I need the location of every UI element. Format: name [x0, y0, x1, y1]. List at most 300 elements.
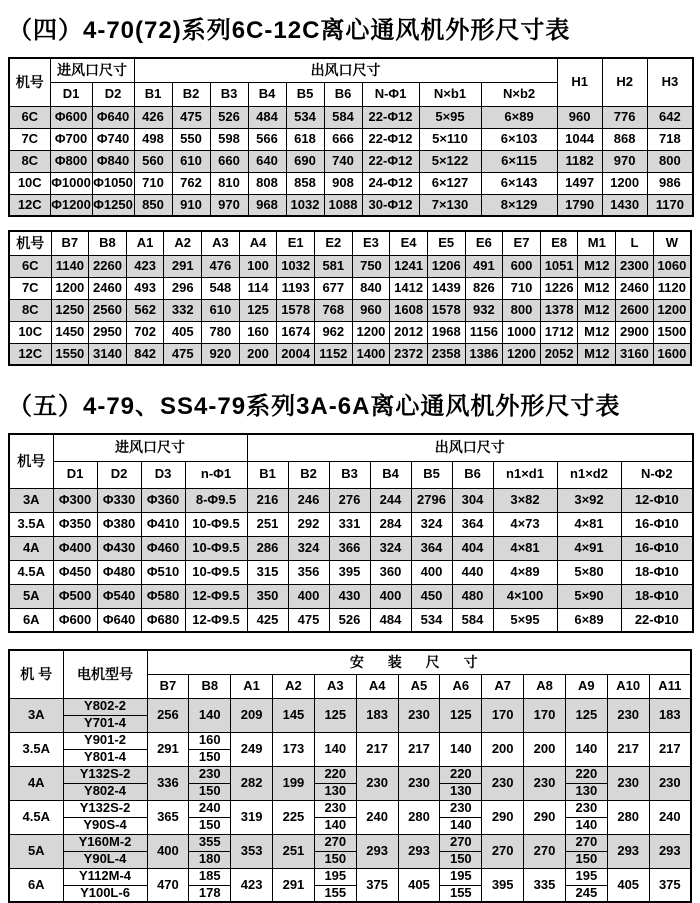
- value-cell: 1450: [51, 321, 89, 343]
- column-header: B4: [370, 461, 411, 488]
- value-cell: 225: [273, 800, 315, 834]
- value-cell: 610: [172, 150, 210, 172]
- value-cell: 4×89: [493, 560, 557, 584]
- value-cell: 986: [647, 172, 693, 194]
- value-cell: 286: [247, 536, 288, 560]
- value-cell: 18-Φ10: [621, 560, 693, 584]
- value-cell: 22-Φ10: [621, 608, 693, 632]
- column-header: E8: [540, 231, 578, 255]
- motor-model-cell: Y132S-2: [63, 766, 147, 783]
- value-cell: 395: [482, 868, 524, 902]
- value-cell: 125: [565, 698, 607, 732]
- table-row: [9, 299, 691, 321]
- column-header: W: [653, 231, 691, 255]
- value-cell: 364: [452, 512, 493, 536]
- value-cell: 220: [440, 766, 482, 783]
- value-cell: 484: [370, 608, 411, 632]
- value-cell: 1120: [653, 277, 691, 299]
- column-header: 电机型号: [63, 650, 147, 698]
- column-header: B3: [329, 461, 370, 488]
- value-cell: 484: [248, 106, 286, 128]
- motor-model-cell: Y802-4: [63, 783, 147, 800]
- model-cell: 10C: [9, 321, 51, 343]
- value-cell: 160: [189, 732, 231, 749]
- value-cell: 5×90: [557, 584, 621, 608]
- value-cell: 140: [314, 732, 356, 766]
- value-cell: 425: [247, 608, 288, 632]
- value-cell: 2260: [89, 255, 127, 277]
- value-cell: Φ740: [92, 128, 134, 150]
- value-cell: 230: [356, 766, 398, 800]
- value-cell: 251: [273, 834, 315, 868]
- table-row: [9, 512, 693, 536]
- column-header: A1: [126, 231, 164, 255]
- value-cell: Φ400: [53, 536, 97, 560]
- model-cell: 3.5A: [9, 512, 53, 536]
- value-cell: 640: [248, 150, 286, 172]
- value-cell: 24-Φ12: [362, 172, 419, 194]
- value-cell: 534: [286, 106, 324, 128]
- value-cell: 217: [356, 732, 398, 766]
- value-cell: 690: [286, 150, 324, 172]
- value-cell: 6×143: [481, 172, 557, 194]
- value-cell: Φ1200: [50, 194, 92, 216]
- model-cell: 7C: [9, 128, 50, 150]
- value-cell: 968: [248, 194, 286, 216]
- value-cell: 292: [288, 512, 329, 536]
- column-header: M1: [578, 231, 616, 255]
- value-cell: 526: [210, 106, 248, 128]
- value-cell: 220: [314, 766, 356, 783]
- column-header: 机号: [9, 231, 51, 255]
- value-cell: Φ680: [141, 608, 185, 632]
- value-cell: 3160: [616, 343, 654, 365]
- value-cell: 244: [370, 488, 411, 512]
- value-cell: Φ460: [141, 536, 185, 560]
- value-cell: Φ380: [97, 512, 141, 536]
- value-cell: 868: [602, 128, 647, 150]
- value-cell: 324: [288, 536, 329, 560]
- value-cell: 470: [147, 868, 189, 902]
- table-row: [9, 255, 691, 277]
- value-cell: 183: [649, 698, 691, 732]
- value-cell: 1032: [286, 194, 324, 216]
- model-cell: 10C: [9, 172, 50, 194]
- value-cell: 280: [607, 800, 649, 834]
- value-cell: 251: [247, 512, 288, 536]
- column-header: B7: [147, 674, 189, 698]
- value-cell: 375: [649, 868, 691, 902]
- value-cell: 270: [440, 834, 482, 851]
- value-cell: 366: [329, 536, 370, 560]
- column-header: B1: [134, 82, 172, 106]
- value-cell: 155: [440, 885, 482, 902]
- value-cell: 5×80: [557, 560, 621, 584]
- value-cell: 1170: [647, 194, 693, 216]
- column-header: 进风口尺寸: [50, 58, 134, 82]
- value-cell: Φ410: [141, 512, 185, 536]
- value-cell: 315: [247, 560, 288, 584]
- column-header: H2: [602, 58, 647, 106]
- table-row: [9, 817, 691, 834]
- dims-table-6c-12c-inlet-outlet: [8, 57, 694, 217]
- value-cell: 319: [231, 800, 273, 834]
- value-cell: 584: [452, 608, 493, 632]
- model-cell: 4.5A: [9, 560, 53, 584]
- value-cell: 710: [134, 172, 172, 194]
- value-cell: 16-Φ10: [621, 536, 693, 560]
- value-cell: 2600: [616, 299, 654, 321]
- value-cell: 850: [134, 194, 172, 216]
- value-cell: 150: [189, 749, 231, 766]
- column-header: 机号: [9, 58, 50, 106]
- column-header: 出风口尺寸: [134, 58, 557, 82]
- value-cell: 1140: [51, 255, 89, 277]
- value-cell: 491: [465, 255, 503, 277]
- value-cell: 5×95: [493, 608, 557, 632]
- value-cell: 598: [210, 128, 248, 150]
- value-cell: 1226: [540, 277, 578, 299]
- value-cell: 150: [189, 783, 231, 800]
- column-header: H1: [557, 58, 602, 106]
- value-cell: 762: [172, 172, 210, 194]
- value-cell: 12-Φ9.5: [185, 608, 247, 632]
- value-cell: 256: [147, 698, 189, 732]
- column-header: A2: [164, 231, 202, 255]
- value-cell: 240: [189, 800, 231, 817]
- value-cell: 183: [356, 698, 398, 732]
- value-cell: 140: [565, 732, 607, 766]
- value-cell: 356: [288, 560, 329, 584]
- value-cell: 2460: [616, 277, 654, 299]
- table-row: [9, 783, 691, 800]
- header-row: [9, 650, 691, 674]
- value-cell: 1044: [557, 128, 602, 150]
- column-header: E6: [465, 231, 503, 255]
- value-cell: 114: [239, 277, 277, 299]
- value-cell: 610: [202, 299, 240, 321]
- column-header: A8: [524, 674, 566, 698]
- value-cell: 335: [524, 868, 566, 902]
- value-cell: 12-Φ9.5: [185, 584, 247, 608]
- column-header: A1: [231, 674, 273, 698]
- value-cell: Φ330: [97, 488, 141, 512]
- header-row: [9, 231, 691, 255]
- value-cell: 800: [503, 299, 541, 321]
- table-row: [9, 766, 691, 783]
- value-cell: 1578: [277, 299, 315, 321]
- model-cell: 3A: [9, 488, 53, 512]
- value-cell: 2004: [277, 343, 315, 365]
- table-row: [9, 194, 693, 216]
- value-cell: 1968: [427, 321, 465, 343]
- column-header: B3: [210, 82, 248, 106]
- column-header: B4: [248, 82, 286, 106]
- column-header: N×b1: [419, 82, 481, 106]
- value-cell: 230: [189, 766, 231, 783]
- section-title-4-70-series: （四）4-70(72)系列6C-12C离心通风机外形尺寸表: [8, 17, 571, 44]
- value-cell: 195: [314, 868, 356, 885]
- value-cell: 666: [324, 128, 362, 150]
- value-cell: 2460: [89, 277, 127, 299]
- value-cell: 125: [314, 698, 356, 732]
- value-cell: 423: [126, 255, 164, 277]
- value-cell: 400: [370, 584, 411, 608]
- value-cell: 282: [231, 766, 273, 800]
- header-row: [9, 58, 693, 82]
- value-cell: 291: [147, 732, 189, 766]
- value-cell: 2950: [89, 321, 127, 343]
- value-cell: 350: [247, 584, 288, 608]
- value-cell: 600: [503, 255, 541, 277]
- value-cell: 740: [324, 150, 362, 172]
- value-cell: 100: [239, 255, 277, 277]
- value-cell: 1412: [390, 277, 428, 299]
- value-cell: 808: [248, 172, 286, 194]
- model-cell: 4A: [9, 766, 63, 800]
- column-header: A6: [440, 674, 482, 698]
- value-cell: 270: [565, 834, 607, 851]
- value-cell: 140: [440, 732, 482, 766]
- dims-table-6c-12c-mounting: [8, 230, 692, 366]
- value-cell: 209: [231, 698, 273, 732]
- value-cell: 173: [273, 732, 315, 766]
- value-cell: 440: [452, 560, 493, 584]
- value-cell: 353: [231, 834, 273, 868]
- column-header: B6: [452, 461, 493, 488]
- value-cell: 405: [164, 321, 202, 343]
- value-cell: 1200: [51, 277, 89, 299]
- value-cell: 364: [411, 536, 452, 560]
- value-cell: 170: [524, 698, 566, 732]
- value-cell: Φ350: [53, 512, 97, 536]
- value-cell: 1600: [653, 343, 691, 365]
- value-cell: 404: [452, 536, 493, 560]
- value-cell: 375: [356, 868, 398, 902]
- value-cell: 276: [329, 488, 370, 512]
- column-header: N-Φ2: [621, 461, 693, 488]
- table-row: [9, 851, 691, 868]
- value-cell: M12: [578, 299, 616, 321]
- value-cell: 200: [482, 732, 524, 766]
- value-cell: 195: [565, 868, 607, 885]
- value-cell: 1790: [557, 194, 602, 216]
- column-header: A10: [607, 674, 649, 698]
- motor-model-cell: Y160M-2: [63, 834, 147, 851]
- value-cell: 293: [649, 834, 691, 868]
- value-cell: 230: [524, 766, 566, 800]
- value-cell: 304: [452, 488, 493, 512]
- column-header: E2: [314, 231, 352, 255]
- value-cell: 1241: [390, 255, 428, 277]
- value-cell: 4×81: [493, 536, 557, 560]
- value-cell: 355: [189, 834, 231, 851]
- motor-model-cell: Y90S-4: [63, 817, 147, 834]
- value-cell: 1608: [390, 299, 428, 321]
- value-cell: Φ840: [92, 150, 134, 172]
- value-cell: 150: [314, 851, 356, 868]
- value-cell: 3×92: [557, 488, 621, 512]
- value-cell: 6×127: [419, 172, 481, 194]
- value-cell: 230: [649, 766, 691, 800]
- value-cell: 423: [231, 868, 273, 902]
- value-cell: 718: [647, 128, 693, 150]
- value-cell: 332: [164, 299, 202, 321]
- dims-table-3a-6a-install: [8, 649, 692, 903]
- value-cell: 5×110: [419, 128, 481, 150]
- value-cell: 1500: [653, 321, 691, 343]
- value-cell: 200: [524, 732, 566, 766]
- value-cell: 910: [172, 194, 210, 216]
- value-cell: 562: [126, 299, 164, 321]
- value-cell: Φ700: [50, 128, 92, 150]
- value-cell: 400: [288, 584, 329, 608]
- table-row: [9, 343, 691, 365]
- column-header: n1×d2: [557, 461, 621, 488]
- value-cell: 130: [440, 783, 482, 800]
- value-cell: 2358: [427, 343, 465, 365]
- value-cell: 5×95: [419, 106, 481, 128]
- motor-model-cell: Y901-2: [63, 732, 147, 749]
- value-cell: 1206: [427, 255, 465, 277]
- column-header: A2: [273, 674, 315, 698]
- column-header: n-Φ1: [185, 461, 247, 488]
- column-header: A4: [239, 231, 277, 255]
- section-title-4-79-series: （五）4-79、SS4-79系列3A-6A离心通风机外形尺寸表: [8, 393, 621, 420]
- column-header: E4: [390, 231, 428, 255]
- table-row: [9, 608, 693, 632]
- table-row: [9, 321, 691, 343]
- value-cell: 290: [482, 800, 524, 834]
- value-cell: 125: [239, 299, 277, 321]
- value-cell: Φ600: [53, 608, 97, 632]
- table-row: [9, 868, 691, 885]
- value-cell: 365: [147, 800, 189, 834]
- model-cell: 6C: [9, 255, 51, 277]
- table-row: [9, 277, 691, 299]
- value-cell: 150: [189, 817, 231, 834]
- column-header: B2: [288, 461, 329, 488]
- motor-model-cell: Y90L-4: [63, 851, 147, 868]
- value-cell: 1250: [51, 299, 89, 321]
- column-header: D3: [141, 461, 185, 488]
- value-cell: 2900: [616, 321, 654, 343]
- value-cell: 240: [649, 800, 691, 834]
- value-cell: 150: [565, 851, 607, 868]
- motor-model-cell: Y100L-6: [63, 885, 147, 902]
- value-cell: 2052: [540, 343, 578, 365]
- value-cell: 230: [314, 800, 356, 817]
- value-cell: 130: [565, 783, 607, 800]
- value-cell: 476: [202, 255, 240, 277]
- model-cell: 8C: [9, 150, 50, 172]
- value-cell: 4×91: [557, 536, 621, 560]
- value-cell: 150: [440, 851, 482, 868]
- column-header: 机号: [9, 434, 53, 488]
- value-cell: 962: [314, 321, 352, 343]
- value-cell: Φ1250: [92, 194, 134, 216]
- value-cell: 4×73: [493, 512, 557, 536]
- value-cell: 291: [273, 868, 315, 902]
- value-cell: 22-Φ12: [362, 150, 419, 172]
- value-cell: 125: [440, 698, 482, 732]
- model-cell: 3A: [9, 698, 63, 732]
- value-cell: Φ480: [97, 560, 141, 584]
- table-row: [9, 488, 693, 512]
- model-cell: 12C: [9, 343, 51, 365]
- motor-model-cell: Y802-2: [63, 698, 147, 715]
- column-header: B2: [172, 82, 210, 106]
- value-cell: 710: [503, 277, 541, 299]
- column-header: B5: [286, 82, 324, 106]
- value-cell: 1032: [277, 255, 315, 277]
- value-cell: 395: [329, 560, 370, 584]
- value-cell: 160: [239, 321, 277, 343]
- value-cell: 336: [147, 766, 189, 800]
- value-cell: 240: [356, 800, 398, 834]
- column-header: E5: [427, 231, 465, 255]
- value-cell: 324: [411, 512, 452, 536]
- column-header: B1: [247, 461, 288, 488]
- column-header: D1: [53, 461, 97, 488]
- value-cell: 10-Φ9.5: [185, 560, 247, 584]
- column-header: 出风口尺寸: [247, 434, 693, 461]
- value-cell: 702: [126, 321, 164, 343]
- value-cell: 178: [189, 885, 231, 902]
- table-row: [9, 800, 691, 817]
- value-cell: 10-Φ9.5: [185, 536, 247, 560]
- value-cell: 1497: [557, 172, 602, 194]
- value-cell: 3140: [89, 343, 127, 365]
- column-header: B7: [51, 231, 89, 255]
- value-cell: 140: [565, 817, 607, 834]
- value-cell: 4×81: [557, 512, 621, 536]
- table-row: [9, 560, 693, 584]
- value-cell: 826: [465, 277, 503, 299]
- value-cell: 768: [314, 299, 352, 321]
- value-cell: 230: [482, 766, 524, 800]
- value-cell: 7×130: [419, 194, 481, 216]
- value-cell: 581: [314, 255, 352, 277]
- value-cell: 22-Φ12: [362, 128, 419, 150]
- column-header: n1×d1: [493, 461, 557, 488]
- value-cell: 840: [352, 277, 390, 299]
- value-cell: 1439: [427, 277, 465, 299]
- value-cell: 1378: [540, 299, 578, 321]
- value-cell: 2560: [89, 299, 127, 321]
- value-cell: 22-Φ12: [362, 106, 419, 128]
- value-cell: 280: [398, 800, 440, 834]
- value-cell: 780: [202, 321, 240, 343]
- value-cell: 960: [352, 299, 390, 321]
- value-cell: 1200: [503, 343, 541, 365]
- value-cell: 1200: [602, 172, 647, 194]
- value-cell: 155: [314, 885, 356, 902]
- value-cell: Φ450: [53, 560, 97, 584]
- value-cell: 145: [273, 698, 315, 732]
- value-cell: 290: [524, 800, 566, 834]
- value-cell: 1674: [277, 321, 315, 343]
- value-cell: 842: [126, 343, 164, 365]
- value-cell: 618: [286, 128, 324, 150]
- motor-model-cell: Y701-4: [63, 715, 147, 732]
- value-cell: 1182: [557, 150, 602, 172]
- motor-model-cell: Y132S-2: [63, 800, 147, 817]
- column-header: A5: [398, 674, 440, 698]
- value-cell: 3×82: [493, 488, 557, 512]
- value-cell: 1156: [465, 321, 503, 343]
- value-cell: 1193: [277, 277, 315, 299]
